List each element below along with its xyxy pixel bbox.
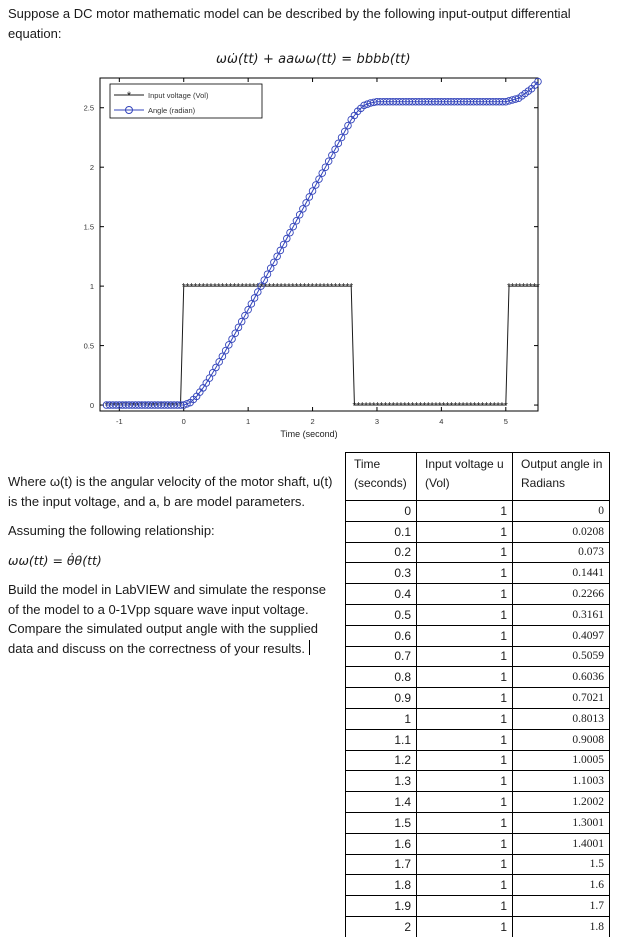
cell-input-voltage: 1 — [417, 792, 513, 813]
input-voltage-marker: * — [457, 401, 462, 413]
cell-time: 1 — [346, 708, 417, 729]
cell-input-voltage: 1 — [417, 501, 513, 522]
input-voltage-marker: * — [395, 401, 400, 413]
description-para-3-text: Build the model in LabVIEW and simulate the response of the model to a 0-1Vpp square wave input voltage. Compare the simulated output angle with the supplied data and discuss on the correctness of your results. — [8, 582, 326, 656]
input-voltage-marker: * — [298, 282, 303, 294]
input-voltage-marker: * — [375, 401, 380, 413]
input-voltage-marker: * — [472, 401, 477, 413]
input-voltage-marker: * — [430, 401, 435, 413]
table-row — [346, 708, 610, 729]
input-voltage-marker: * — [310, 282, 315, 294]
input-voltage-marker: * — [492, 401, 497, 413]
description-para-1: Where ω(t) is the angular velocity of the motor shaft, u(t) is the input voltage, and a, b are model parameters. — [8, 474, 333, 509]
input-voltage-marker: * — [507, 282, 511, 294]
y-tick-label: 2.5 — [83, 103, 94, 113]
table-header-row — [346, 453, 610, 501]
input-voltage-marker: * — [461, 401, 466, 413]
input-voltage-marker: * — [325, 282, 330, 294]
table-row — [346, 792, 610, 813]
legend-marker-input: * — [126, 90, 132, 102]
cell-input-voltage: 1 — [417, 916, 513, 937]
input-voltage-marker: * — [224, 282, 229, 294]
input-voltage-marker: * — [247, 282, 252, 294]
input-voltage-marker: * — [255, 282, 260, 294]
cell-input-voltage: 1 — [417, 625, 513, 646]
table-row — [346, 667, 610, 688]
cell-output-angle: 0.4097 — [513, 625, 610, 646]
input-voltage-marker: * — [387, 401, 392, 413]
input-voltage-marker: * — [151, 401, 156, 413]
input-voltage-marker: * — [528, 282, 533, 294]
input-voltage-marker: * — [532, 282, 537, 294]
input-voltage-marker: * — [216, 282, 221, 294]
input-voltage-marker: * — [337, 282, 342, 294]
input-voltage-marker: * — [480, 401, 485, 413]
y-tick-label: 1 — [89, 282, 94, 292]
cell-time: 0.2 — [346, 542, 417, 563]
input-voltage-marker: * — [414, 401, 419, 413]
input-voltage-marker: * — [514, 282, 519, 294]
cell-output-angle: 0 — [513, 501, 610, 522]
cell-time: 0 — [346, 501, 417, 522]
data-table — [345, 452, 610, 937]
table-row — [346, 563, 610, 584]
input-voltage-marker: * — [166, 401, 171, 413]
cell-output-angle: 1.3001 — [513, 812, 610, 833]
input-voltage-marker: * — [314, 282, 319, 294]
cell-input-voltage: 1 — [417, 584, 513, 605]
input-voltage-marker: * — [329, 282, 334, 294]
cell-input-voltage: 1 — [417, 542, 513, 563]
text-cursor — [309, 640, 310, 655]
input-voltage-marker: * — [220, 282, 225, 294]
x-tick-label: 2 — [310, 417, 315, 426]
input-voltage-marker: * — [349, 282, 354, 294]
cell-output-angle: 0.0208 — [513, 521, 610, 542]
input-voltage-marker: * — [294, 282, 299, 294]
input-voltage-marker: * — [244, 282, 249, 294]
input-voltage-marker: * — [341, 282, 346, 294]
input-voltage-marker: * — [228, 282, 233, 294]
input-voltage-marker: * — [197, 282, 202, 294]
table-row — [346, 854, 610, 875]
input-voltage-marker: * — [433, 401, 438, 413]
cell-output-angle: 1.8 — [513, 916, 610, 937]
table-row — [346, 875, 610, 896]
header-input-voltage: Input voltage u (Vol) — [417, 453, 513, 501]
x-axis-ticks — [116, 78, 508, 426]
input-voltage-marker: * — [536, 282, 540, 294]
input-voltage-marker: * — [437, 401, 442, 413]
input-voltage-marker: * — [240, 282, 245, 294]
input-voltage-marker: * — [159, 401, 163, 413]
input-voltage-marker: * — [453, 401, 458, 413]
cell-output-angle: 1.5 — [513, 854, 610, 875]
input-voltage-marker: * — [189, 282, 194, 294]
cell-output-angle: 1.4001 — [513, 833, 610, 854]
input-voltage-marker: * — [333, 282, 338, 294]
cell-input-voltage: 1 — [417, 750, 513, 771]
x-tick-label: -1 — [115, 417, 123, 426]
cell-time: 1.1 — [346, 729, 417, 750]
input-voltage-marker: * — [170, 401, 175, 413]
input-voltage-marker: * — [406, 401, 411, 413]
input-voltage-marker: * — [267, 282, 272, 294]
table-row — [346, 542, 610, 563]
cell-output-angle: 0.1441 — [513, 563, 610, 584]
input-voltage-marker: * — [399, 401, 403, 413]
cell-output-angle: 1.2002 — [513, 792, 610, 813]
input-voltage-marker: * — [356, 401, 361, 413]
series-line-angle — [106, 82, 538, 405]
x-tick-label: 0 — [181, 417, 186, 426]
table-body — [346, 501, 610, 937]
cell-time: 0.4 — [346, 584, 417, 605]
input-voltage-marker: * — [181, 282, 186, 294]
cell-output-angle: 0.8013 — [513, 708, 610, 729]
cell-input-voltage: 1 — [417, 646, 513, 667]
table-row — [346, 729, 610, 750]
input-voltage-marker: * — [345, 282, 350, 294]
y-axis-ticks — [83, 103, 538, 413]
cell-output-angle: 0.073 — [513, 542, 610, 563]
x-tick-label: 4 — [439, 417, 444, 426]
input-voltage-marker: * — [465, 401, 469, 413]
input-voltage-marker: * — [426, 401, 431, 413]
cell-output-angle: 0.3161 — [513, 604, 610, 625]
legend-label-angle: Angle (radian) — [148, 106, 196, 115]
cell-time: 0.9 — [346, 688, 417, 709]
input-voltage-marker: * — [232, 282, 237, 294]
input-voltage-marker: * — [123, 401, 128, 413]
cell-time: 0.7 — [346, 646, 417, 667]
cell-input-voltage: 1 — [417, 812, 513, 833]
problem-description — [8, 472, 338, 658]
input-voltage-marker: * — [499, 401, 504, 413]
table-row — [346, 584, 610, 605]
relation-equation: ωω(tt) = θ̇θ(tt) — [8, 552, 102, 568]
cell-output-angle: 1.0005 — [513, 750, 610, 771]
x-tick-label: 5 — [503, 417, 508, 426]
description-para-3 — [8, 580, 338, 658]
input-voltage-marker: * — [517, 282, 522, 294]
input-voltage-marker: * — [352, 401, 357, 413]
cell-output-angle: 1.7 — [513, 896, 610, 917]
legend-label-input: Input voltage (Vol) — [148, 91, 209, 100]
differential-equation: ωω̇(tt) + aaωω(tt) = bbbb(tt) — [216, 52, 411, 67]
input-voltage-marker: * — [445, 401, 450, 413]
cell-input-voltage: 1 — [417, 729, 513, 750]
input-voltage-marker: * — [383, 401, 388, 413]
input-voltage-marker: * — [283, 282, 287, 294]
input-voltage-marker: * — [521, 282, 526, 294]
cell-time: 1.8 — [346, 875, 417, 896]
cell-input-voltage: 1 — [417, 604, 513, 625]
cell-output-angle: 0.7021 — [513, 688, 610, 709]
input-voltage-marker: * — [251, 282, 256, 294]
input-voltage-marker: * — [484, 401, 489, 413]
cell-input-voltage: 1 — [417, 875, 513, 896]
x-axis-label: Time (second) — [280, 429, 338, 439]
input-voltage-marker: * — [193, 282, 198, 294]
table-row — [346, 604, 610, 625]
input-voltage-marker: * — [371, 401, 376, 413]
input-voltage-marker: * — [185, 282, 190, 294]
input-voltage-marker: * — [259, 282, 264, 294]
table-row — [346, 521, 610, 542]
x-tick-label: 3 — [374, 417, 380, 426]
x-tick-label: 1 — [246, 417, 251, 426]
input-voltage-marker: * — [286, 282, 291, 294]
cell-time: 1.2 — [346, 750, 417, 771]
input-voltage-marker: * — [143, 401, 148, 413]
input-voltage-marker: * — [155, 401, 160, 413]
cell-time: 0.1 — [346, 521, 417, 542]
input-voltage-marker: * — [379, 401, 384, 413]
input-voltage-marker: * — [162, 401, 167, 413]
table-row — [346, 646, 610, 667]
input-voltage-marker: * — [476, 401, 481, 413]
header-output-angle: Output angle in Radians — [513, 453, 610, 501]
cell-input-voltage: 1 — [417, 667, 513, 688]
input-voltage-marker: * — [496, 401, 500, 413]
table-row — [346, 688, 610, 709]
input-voltage-marker: * — [279, 282, 284, 294]
input-voltage-marker: * — [201, 282, 206, 294]
cell-input-voltage: 1 — [417, 896, 513, 917]
input-voltage-marker: * — [468, 401, 473, 413]
input-voltage-marker: * — [139, 401, 144, 413]
input-voltage-marker: * — [275, 282, 280, 294]
table-row — [346, 916, 610, 937]
cell-time: 0.6 — [346, 625, 417, 646]
input-voltage-marker: * — [441, 401, 446, 413]
cell-output-angle: 0.6036 — [513, 667, 610, 688]
input-voltage-marker: * — [178, 401, 183, 413]
cell-time: 0.5 — [346, 604, 417, 625]
input-voltage-marker: * — [263, 282, 268, 294]
input-voltage-marker: * — [209, 282, 213, 294]
input-voltage-marker: * — [120, 401, 124, 413]
input-voltage-marker: * — [147, 401, 152, 413]
input-voltage-marker: * — [236, 282, 241, 294]
y-tick-label: 2 — [89, 163, 94, 173]
series-layer — [103, 78, 541, 412]
table-row — [346, 750, 610, 771]
table-row — [346, 896, 610, 917]
table-row — [346, 625, 610, 646]
cell-input-voltage: 1 — [417, 688, 513, 709]
cell-output-angle: 0.2266 — [513, 584, 610, 605]
input-voltage-marker: * — [212, 282, 217, 294]
input-voltage-marker: * — [135, 401, 140, 413]
input-voltage-marker: * — [306, 282, 311, 294]
cell-input-voltage: 1 — [417, 771, 513, 792]
cell-time: 1.9 — [346, 896, 417, 917]
cell-output-angle: 0.9008 — [513, 729, 610, 750]
y-tick-label: 0 — [89, 401, 94, 411]
cell-time: 0.3 — [346, 563, 417, 584]
cell-output-angle: 1.1003 — [513, 771, 610, 792]
input-voltage-marker: * — [525, 282, 530, 294]
plot-frame — [100, 78, 538, 411]
input-voltage-marker: * — [360, 401, 365, 413]
cell-time: 2 — [346, 916, 417, 937]
table-row — [346, 501, 610, 522]
cell-time: 1.5 — [346, 812, 417, 833]
table-row — [346, 833, 610, 854]
y-tick-label: 0.5 — [83, 341, 94, 351]
series-line-input-voltage — [106, 286, 538, 405]
cell-output-angle: 1.6 — [513, 875, 610, 896]
input-voltage-marker: * — [205, 282, 210, 294]
cell-time: 1.4 — [346, 792, 417, 813]
cell-time: 0.8 — [346, 667, 417, 688]
input-voltage-marker: * — [418, 401, 423, 413]
input-voltage-marker: * — [174, 401, 179, 413]
cell-time: 1.3 — [346, 771, 417, 792]
legend — [110, 84, 262, 118]
input-voltage-marker: * — [422, 401, 427, 413]
input-voltage-marker: * — [290, 282, 295, 294]
input-voltage-marker: * — [510, 282, 515, 294]
cell-input-voltage: 1 — [417, 563, 513, 584]
input-voltage-marker: * — [104, 401, 109, 413]
input-voltage-marker: * — [321, 282, 326, 294]
input-voltage-marker: * — [391, 401, 396, 413]
input-voltage-marker: * — [364, 401, 369, 413]
input-voltage-marker: * — [108, 401, 113, 413]
cell-time: 1.7 — [346, 854, 417, 875]
table-row — [346, 771, 610, 792]
input-voltage-marker: * — [116, 401, 121, 413]
intro-text: Suppose a DC motor mathematic model can be described by the following input-output differential equation: — [8, 6, 571, 41]
cell-time: 1.6 — [346, 833, 417, 854]
y-tick-label: 1.5 — [83, 222, 94, 232]
input-voltage-marker: * — [402, 401, 407, 413]
cell-input-voltage: 1 — [417, 708, 513, 729]
input-voltage-marker: * — [488, 401, 493, 413]
input-voltage-marker: * — [302, 282, 307, 294]
input-voltage-marker: * — [318, 282, 323, 294]
input-voltage-marker: * — [449, 401, 454, 413]
response-chart — [0, 68, 560, 446]
input-voltage-marker: * — [127, 401, 132, 413]
cell-output-angle: 0.5059 — [513, 646, 610, 667]
input-voltage-marker: * — [410, 401, 415, 413]
table-row — [346, 812, 610, 833]
cell-input-voltage: 1 — [417, 833, 513, 854]
input-voltage-marker: * — [112, 401, 117, 413]
input-voltage-marker: * — [271, 282, 276, 294]
input-voltage-marker: * — [367, 401, 372, 413]
cell-input-voltage: 1 — [417, 521, 513, 542]
input-voltage-marker: * — [503, 401, 508, 413]
cell-input-voltage: 1 — [417, 854, 513, 875]
header-time: Time (seconds) — [346, 453, 417, 501]
input-voltage-marker: * — [131, 401, 136, 413]
description-para-2: Assuming the following relationship: — [8, 523, 215, 538]
